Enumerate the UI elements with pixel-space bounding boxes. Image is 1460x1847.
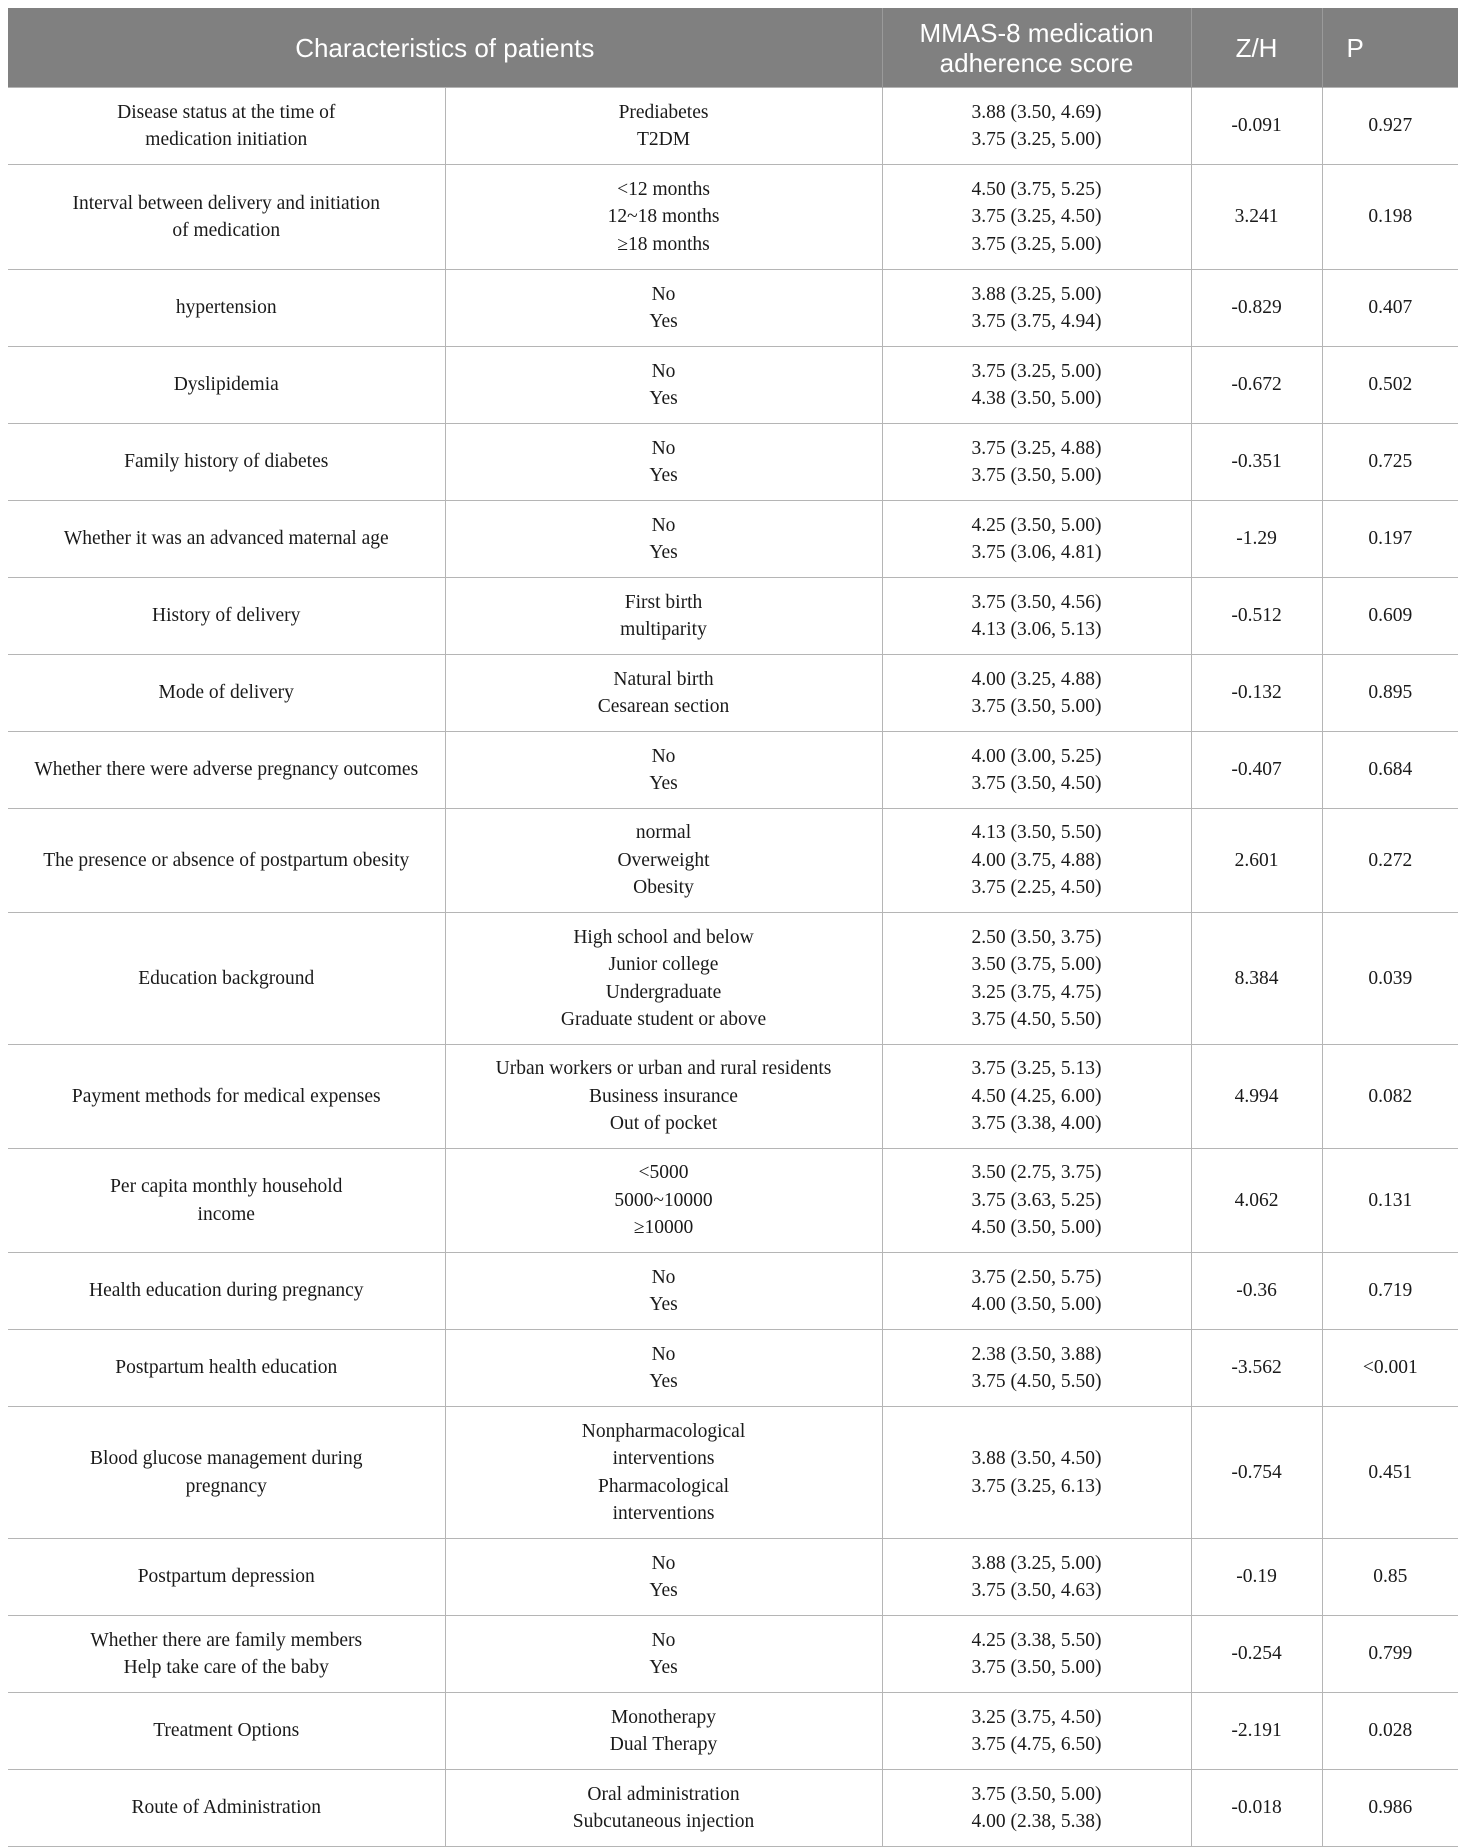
characteristic-cell-line: Per capita monthly household — [110, 1176, 343, 1197]
group-cell-line: Cesarean section — [597, 696, 730, 717]
score-cell-line: 3.75 (3.75, 4.94) — [971, 311, 1102, 332]
score-cell-line: 4.50 (3.75, 5.25) — [971, 178, 1102, 200]
characteristic-cell-line: The presence or absence of postpartum obesity — [43, 849, 410, 871]
group-cell-line: No — [651, 514, 676, 536]
characteristic-cell — [8, 1253, 445, 1330]
characteristic-cell — [8, 165, 445, 270]
group-cell-line: Yes — [649, 388, 678, 409]
group-cell-line: No — [651, 1629, 676, 1651]
table-row — [8, 1045, 1458, 1149]
score-cell — [882, 1253, 1191, 1330]
group-cell-line: Yes — [649, 1371, 678, 1392]
p-value-cell: 0.895 — [1322, 655, 1458, 732]
characteristic-cell-line: hypertension — [175, 297, 277, 319]
characteristic-cell-line: income — [197, 1203, 255, 1225]
stat-cell: -0.672 — [1191, 347, 1322, 424]
table-row — [8, 1149, 1458, 1253]
score-cell-line: 3.50 (3.75, 5.00) — [971, 954, 1102, 975]
p-value-cell: 0.198 — [1322, 165, 1458, 270]
table-row — [8, 1539, 1458, 1616]
score-cell — [882, 347, 1191, 424]
characteristic-cell — [8, 655, 445, 732]
group-cell-line: No — [651, 283, 676, 305]
p-value-cell: 0.927 — [1322, 88, 1458, 165]
characteristic-cell-line: Whether there were adverse pregnancy outcomes — [34, 759, 419, 781]
p-value-cell: 0.039 — [1322, 913, 1458, 1045]
score-cell-line: 3.75 (3.25, 5.00) — [971, 129, 1102, 150]
group-cell-line: Out of pocket — [609, 1113, 718, 1135]
group-cell — [445, 270, 882, 347]
group-cell-line: interventions — [612, 1448, 715, 1469]
score-cell-line: 3.75 (3.25, 5.00) — [971, 233, 1102, 255]
score-cell-line: 3.75 (3.50, 5.00) — [971, 465, 1102, 486]
group-cell — [445, 1045, 882, 1149]
score-cell-line: 3.75 (4.50, 5.50) — [971, 1371, 1102, 1392]
stat-cell: -1.29 — [1191, 501, 1322, 578]
p-value-cell: 0.725 — [1322, 424, 1458, 501]
p-value-cell: 0.684 — [1322, 732, 1458, 809]
characteristic-cell — [8, 1149, 445, 1253]
score-cell — [882, 1693, 1191, 1770]
characteristic-cell-line: Postpartum health education — [115, 1357, 338, 1379]
group-cell-line: <5000 — [638, 1162, 689, 1184]
score-cell — [882, 732, 1191, 809]
p-value-cell: 0.131 — [1322, 1149, 1458, 1253]
characteristic-cell-line: Blood glucose management during — [90, 1448, 363, 1469]
stat-cell: 4.994 — [1191, 1045, 1322, 1149]
group-cell-line: Pharmacological — [597, 1475, 730, 1497]
score-cell-line: 3.75 (3.50, 5.00) — [971, 1657, 1102, 1678]
characteristic-cell — [8, 809, 445, 913]
stat-cell: -2.191 — [1191, 1693, 1322, 1770]
group-cell-line: T2DM — [636, 129, 691, 150]
score-cell — [882, 1407, 1191, 1539]
characteristic-cell — [8, 1616, 445, 1693]
characteristic-cell — [8, 1693, 445, 1770]
header-score — [882, 8, 1191, 88]
characteristic-cell — [8, 1539, 445, 1616]
score-cell-line: 3.25 (3.75, 4.75) — [971, 981, 1102, 1003]
table-row — [8, 165, 1458, 270]
score-cell — [882, 809, 1191, 913]
score-cell-line: 3.75 (3.50, 5.00) — [971, 696, 1102, 717]
group-cell-line: Yes — [649, 1294, 678, 1315]
p-value-cell: <0.001 — [1322, 1330, 1458, 1407]
score-cell-line: 2.50 (3.50, 3.75) — [971, 926, 1102, 948]
group-cell-line: Oral administration — [587, 1783, 740, 1805]
group-cell — [445, 1407, 882, 1539]
score-cell-line: 4.00 (3.50, 5.00) — [971, 1294, 1102, 1315]
group-cell-line: Yes — [649, 465, 678, 486]
score-cell — [882, 1770, 1191, 1847]
stat-cell: -0.512 — [1191, 578, 1322, 655]
group-cell-line: ≥10000 — [633, 1217, 694, 1239]
table-row — [8, 270, 1458, 347]
score-cell-line: 3.75 (3.25, 4.88) — [971, 437, 1102, 459]
stat-cell: -0.132 — [1191, 655, 1322, 732]
characteristic-cell — [8, 1407, 445, 1539]
characteristic-cell — [8, 1770, 445, 1847]
group-cell-line: No — [651, 745, 676, 767]
characteristic-cell-line: Whether there are family members — [90, 1629, 363, 1651]
group-cell-line: No — [651, 1266, 676, 1288]
table-row — [8, 1770, 1458, 1847]
characteristic-cell-line: Health education during pregnancy — [88, 1280, 364, 1302]
stat-cell: 3.241 — [1191, 165, 1322, 270]
score-cell-line: 4.13 (3.06, 5.13) — [971, 619, 1102, 640]
p-value-cell: 0.85 — [1322, 1539, 1458, 1616]
score-cell-line: 3.75 (3.50, 4.50) — [971, 773, 1102, 794]
score-cell-line: 3.88 (3.25, 5.00) — [971, 283, 1102, 305]
stat-cell: -0.19 — [1191, 1539, 1322, 1616]
stat-cell: -3.562 — [1191, 1330, 1322, 1407]
p-value-cell: 0.799 — [1322, 1616, 1458, 1693]
group-cell-line: High school and below — [573, 926, 754, 948]
group-cell — [445, 913, 882, 1045]
header-characteristics: Characteristics of patients — [8, 8, 882, 88]
group-cell-line: Graduate student or above — [560, 1009, 767, 1030]
group-cell-line: 12~18 months — [607, 206, 720, 228]
header-p: P — [1322, 8, 1458, 88]
group-cell — [445, 347, 882, 424]
score-cell-line: 4.00 (2.38, 5.38) — [971, 1811, 1102, 1832]
p-value-cell: 0.451 — [1322, 1407, 1458, 1539]
score-cell-line: 3.75 (3.38, 4.00) — [971, 1113, 1102, 1135]
characteristic-cell — [8, 732, 445, 809]
score-cell — [882, 88, 1191, 165]
score-cell — [882, 578, 1191, 655]
score-cell-line: 2.38 (3.50, 3.88) — [971, 1343, 1102, 1365]
characteristic-cell-line: pregnancy — [185, 1475, 267, 1497]
score-cell-line: 4.38 (3.50, 5.00) — [971, 388, 1102, 409]
group-cell — [445, 501, 882, 578]
score-cell-line: 3.75 (2.50, 5.75) — [971, 1266, 1102, 1288]
group-cell — [445, 1253, 882, 1330]
group-cell-line: normal — [635, 822, 692, 844]
group-cell-line: No — [651, 1552, 676, 1574]
characteristic-cell — [8, 424, 445, 501]
p-value-cell: 0.028 — [1322, 1693, 1458, 1770]
group-cell — [445, 1330, 882, 1407]
p-value-cell: 0.407 — [1322, 270, 1458, 347]
table-body — [8, 88, 1458, 1847]
score-cell-line: 4.00 (3.25, 4.88) — [971, 668, 1102, 690]
characteristic-cell-line: Disease status at the time of — [117, 101, 336, 123]
group-cell — [445, 1616, 882, 1693]
score-cell-line: 4.00 (3.75, 4.88) — [971, 849, 1102, 871]
stat-cell: -0.407 — [1191, 732, 1322, 809]
stat-cell: -0.754 — [1191, 1407, 1322, 1539]
characteristic-cell-line: Payment methods for medical expenses — [71, 1085, 381, 1107]
score-cell-line: 3.75 (3.06, 4.81) — [971, 542, 1102, 563]
score-cell — [882, 1330, 1191, 1407]
group-cell-line: Urban workers or urban and rural residents — [495, 1058, 832, 1080]
stat-cell: 8.384 — [1191, 913, 1322, 1045]
group-cell-line: No — [651, 437, 676, 459]
group-cell-line: Overweight — [617, 849, 710, 871]
characteristic-cell — [8, 1330, 445, 1407]
group-cell-line: 5000~10000 — [614, 1189, 713, 1211]
score-cell-line: 3.50 (2.75, 3.75) — [971, 1162, 1102, 1184]
header-stat: Z/H — [1191, 8, 1322, 88]
group-cell-line: Dual Therapy — [609, 1734, 718, 1755]
characteristic-cell — [8, 913, 445, 1045]
characteristic-cell-line: Route of Administration — [131, 1797, 322, 1819]
score-cell — [882, 270, 1191, 347]
table-row — [8, 1407, 1458, 1539]
characteristic-cell-line: Dyslipidemia — [173, 374, 279, 396]
score-cell-line: 3.75 (3.25, 5.13) — [971, 1058, 1102, 1080]
score-cell-line: 3.88 (3.50, 4.69) — [971, 101, 1102, 123]
group-cell-line: interventions — [612, 1503, 715, 1524]
group-cell-line: Subcutaneous injection — [572, 1811, 755, 1832]
characteristic-cell — [8, 578, 445, 655]
score-cell — [882, 1616, 1191, 1693]
p-value-cell: 0.197 — [1322, 501, 1458, 578]
group-cell-line: Obesity — [633, 877, 694, 899]
group-cell-line: Undergraduate — [605, 981, 722, 1003]
p-value-cell: 0.719 — [1322, 1253, 1458, 1330]
characteristic-cell-line: Treatment Options — [153, 1720, 300, 1742]
score-cell-line: 3.75 (4.75, 6.50) — [971, 1734, 1102, 1755]
score-cell — [882, 1045, 1191, 1149]
score-cell-line: 4.25 (3.38, 5.50) — [971, 1629, 1102, 1651]
characteristic-cell-line: medication initiation — [145, 129, 308, 150]
table-row — [8, 578, 1458, 655]
group-cell — [445, 88, 882, 165]
score-cell-line: 3.88 (3.25, 5.00) — [971, 1552, 1102, 1574]
characteristic-cell-line: History of delivery — [152, 605, 301, 627]
stat-cell: -0.018 — [1191, 1770, 1322, 1847]
stat-cell: -0.829 — [1191, 270, 1322, 347]
score-cell — [882, 913, 1191, 1045]
group-cell-line: Yes — [649, 311, 678, 332]
group-cell — [445, 424, 882, 501]
characteristic-cell-line: Postpartum depression — [137, 1566, 315, 1588]
characteristic-cell-line: Help take care of the baby — [123, 1657, 329, 1678]
group-cell — [445, 1770, 882, 1847]
score-cell-line: 4.00 (3.00, 5.25) — [971, 745, 1102, 767]
table-row — [8, 88, 1458, 165]
table-row — [8, 424, 1458, 501]
characteristic-cell — [8, 501, 445, 578]
group-cell — [445, 165, 882, 270]
stat-cell: -0.254 — [1191, 1616, 1322, 1693]
score-cell-line: 3.88 (3.50, 4.50) — [971, 1448, 1102, 1469]
stat-cell: -0.351 — [1191, 424, 1322, 501]
header-score-line1: MMAS-8 medication — [919, 17, 1154, 48]
p-value-cell: 0.609 — [1322, 578, 1458, 655]
score-cell — [882, 501, 1191, 578]
score-cell-line: 3.75 (3.25, 6.13) — [971, 1475, 1102, 1497]
group-cell — [445, 1149, 882, 1253]
group-cell — [445, 1539, 882, 1616]
group-cell-line: ≥18 months — [617, 233, 710, 255]
stat-cell: 4.062 — [1191, 1149, 1322, 1253]
table-row — [8, 501, 1458, 578]
p-value-cell: 0.082 — [1322, 1045, 1458, 1149]
group-cell-line: Monotherapy — [610, 1706, 717, 1728]
score-cell — [882, 1149, 1191, 1253]
group-cell-line: Yes — [649, 1580, 678, 1601]
characteristic-cell — [8, 347, 445, 424]
score-cell-line: 3.75 (4.50, 5.50) — [971, 1009, 1102, 1030]
score-cell — [882, 655, 1191, 732]
table-row — [8, 732, 1458, 809]
score-cell-line: 3.75 (3.50, 4.56) — [971, 591, 1102, 613]
score-cell-line: 4.25 (3.50, 5.00) — [971, 514, 1102, 536]
table-row — [8, 655, 1458, 732]
group-cell-line: Nonpharmacological — [581, 1420, 746, 1442]
table-row — [8, 913, 1458, 1045]
characteristic-cell — [8, 1045, 445, 1149]
characteristic-cell-line: Family history of diabetes — [124, 451, 329, 473]
table-row — [8, 1253, 1458, 1330]
table-header — [8, 8, 1458, 88]
group-cell-line: <12 months — [617, 178, 710, 200]
group-cell — [445, 1693, 882, 1770]
group-cell-line: Natural birth — [613, 668, 714, 690]
characteristic-cell-line: of medication — [172, 220, 281, 241]
group-cell-line: Yes — [649, 1657, 678, 1678]
table-row — [8, 347, 1458, 424]
group-cell-line: First birth — [624, 591, 703, 613]
score-cell-line: 3.75 (2.25, 4.50) — [971, 877, 1102, 899]
group-cell-line: Business insurance — [589, 1085, 738, 1107]
header-score-line2: adherence score — [939, 47, 1134, 78]
characteristic-cell-line: Interval between delivery and initiation — [72, 192, 381, 214]
score-cell-line: 3.75 (3.25, 4.50) — [971, 206, 1102, 228]
group-cell — [445, 809, 882, 913]
characteristic-cell-line: Mode of delivery — [158, 682, 294, 704]
score-cell-line: 3.75 (3.50, 5.00) — [971, 1783, 1102, 1805]
table-row — [8, 1693, 1458, 1770]
stat-cell: -0.091 — [1191, 88, 1322, 165]
score-cell — [882, 165, 1191, 270]
characteristic-cell — [8, 88, 445, 165]
score-cell-line: 4.50 (4.25, 6.00) — [971, 1085, 1102, 1107]
characteristic-cell-line: Education background — [138, 967, 315, 989]
group-cell — [445, 578, 882, 655]
score-cell — [882, 424, 1191, 501]
characteristic-cell-line: Whether it was an advanced maternal age — [63, 528, 389, 550]
p-value-cell: 0.502 — [1322, 347, 1458, 424]
score-cell-line: 3.75 (3.63, 5.25) — [971, 1189, 1102, 1211]
table-row — [8, 1616, 1458, 1693]
table-row — [8, 1330, 1458, 1407]
score-cell-line: 4.50 (3.50, 5.00) — [971, 1217, 1102, 1239]
score-cell-line: 3.75 (3.25, 5.00) — [971, 360, 1102, 382]
group-cell-line: Prediabetes — [618, 101, 709, 123]
group-cell-line: No — [651, 360, 676, 382]
score-cell-line: 3.75 (3.50, 4.63) — [971, 1580, 1102, 1601]
header-row — [8, 8, 1458, 88]
stat-cell: 2.601 — [1191, 809, 1322, 913]
group-cell-line: Yes — [649, 542, 678, 563]
p-value-cell: 0.272 — [1322, 809, 1458, 913]
group-cell-line: multiparity — [620, 619, 707, 640]
table-row — [8, 809, 1458, 913]
group-cell — [445, 732, 882, 809]
stat-cell: -0.36 — [1191, 1253, 1322, 1330]
score-cell — [882, 1539, 1191, 1616]
group-cell-line: Yes — [649, 773, 678, 794]
group-cell-line: No — [651, 1343, 676, 1365]
characteristic-cell — [8, 270, 445, 347]
group-cell-line: Junior college — [608, 954, 719, 975]
adherence-table — [8, 8, 1458, 1847]
score-cell-line: 4.13 (3.50, 5.50) — [971, 822, 1102, 844]
group-cell — [445, 655, 882, 732]
p-value-cell: 0.986 — [1322, 1770, 1458, 1847]
score-cell-line: 3.25 (3.75, 4.50) — [971, 1706, 1102, 1728]
